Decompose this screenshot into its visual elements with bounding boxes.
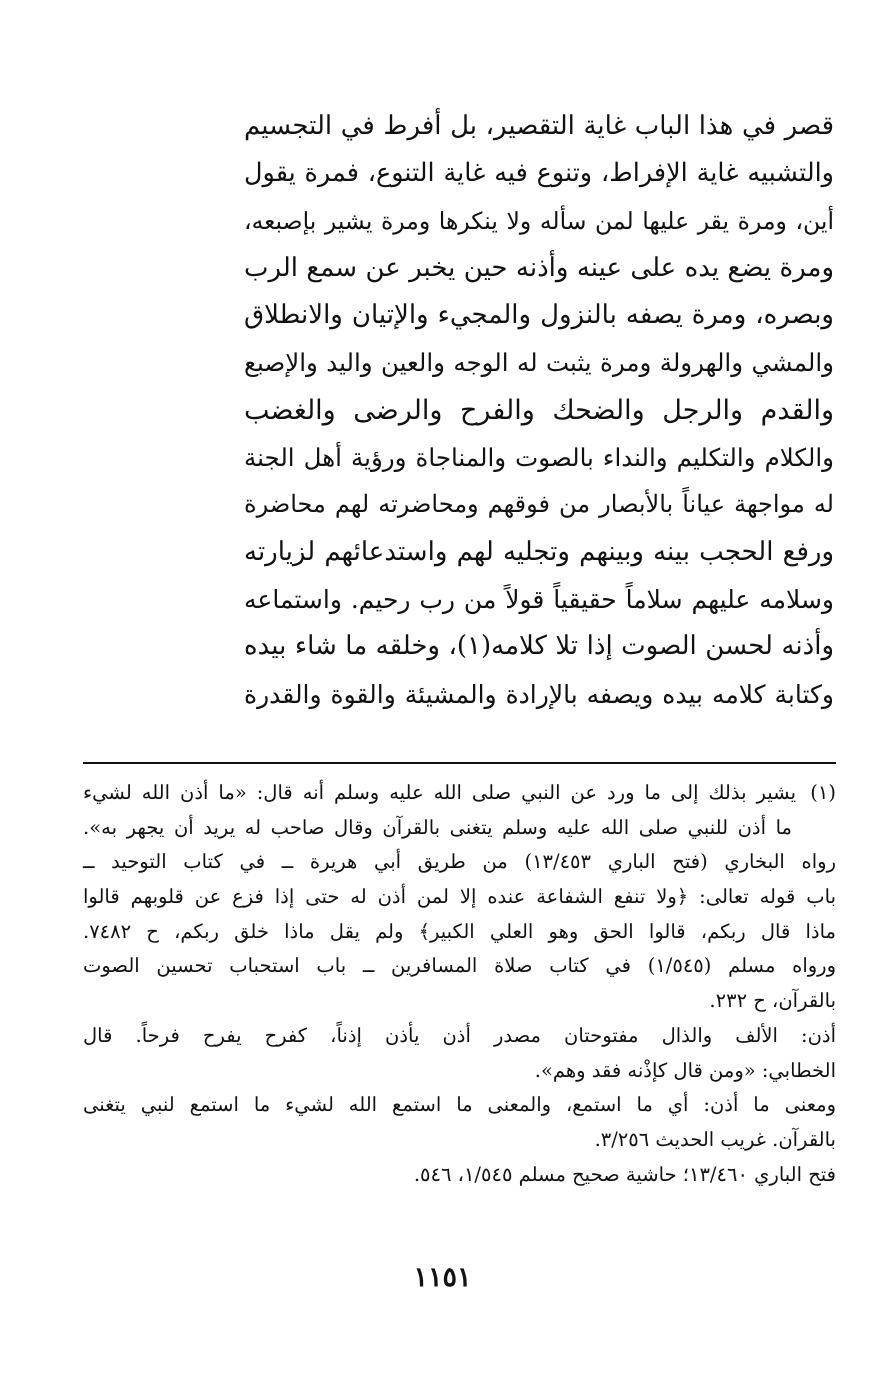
body-line: ورفع الحجب بينه وبينهم وتجليه لهم واستدعائهم لزيارته [244, 536, 834, 567]
body-line: وبصره، ومرة يصفه بالنزول والمجيء والإتيان والانطلاق [244, 300, 834, 331]
footnote-line: ورواه مسلم (١/٥٤٥) في كتاب صلاة المسافرين ــ باب استحباب تحسين الصوت [83, 954, 836, 978]
body-line: والكلام والتكليم والنداء بالصوت والمناجاة ورؤية أهل الجنة [244, 443, 834, 473]
body-line: وكتابة كلامه بيده ويصفه بالإرادة والمشيئة والقوة والقدرة [244, 679, 834, 709]
footnote-line: أذن: الألف والذال مفتوحتان مصدر أذن يأذن إذناً، كفرح يفرح فرحاً. قال [83, 1023, 836, 1047]
footnote-line: ماذا قال ربكم، قالوا الحق وهو العلي الكبير﴾ ولم يقل ماذا خلق ربكم، ح ٧٤٨٢. [83, 919, 836, 943]
footnotes [83, 776, 836, 1192]
footnote-line: رواه البخاري (فتح الباري ١٣/٤٥٣) من طريق أبي هريرة ــ في كتاب التوحيد ــ [83, 850, 836, 874]
footnote-line [83, 776, 836, 811]
footnote-line: ما أذن للنبي صلى الله عليه وسلم يتغنى بالقرآن وقال صاحب له يريد أن يجهر به». [83, 815, 792, 839]
body-line: وسلامه عليهم سلاماً حقيقياً قولاً من رب رحيم. واستماعه [244, 584, 834, 614]
body-line: والقدم والرجل والضحك والفرح والرضى والغضب [244, 394, 834, 426]
footnote-line: الخطابي: «ومن قال كإذْنه فقد وهم». [534, 1058, 836, 1082]
main-body-text [244, 103, 834, 718]
body-line: والمشي والهرولة ومرة يثبت له الوجه والعين واليد والإصبع [244, 348, 834, 378]
footnote-marker: (١) [810, 781, 836, 804]
body-line: ومرة يضع يده على عينه وأذنه حين يخبر عن سمع الرب [244, 252, 834, 283]
footnote-line: فتح الباري ١٣/٤٦٠؛ حاشية صحيح مسلم ١/٥٤٥، ٥٤٦. [413, 1162, 836, 1186]
footnote-separator [83, 762, 836, 764]
footnote-line: ومعنى ما أذن: أي ما استمع، والمعنى ما استمع الله لشيء ما استمع لنبي يتغنى [83, 1093, 836, 1117]
body-line: والتشبيه غاية الإفراط، وتنوع فيه غاية التنوع، فمرة يقول [244, 158, 834, 189]
footnote-line: باب قوله تعالى: ﴿ولا تنفع الشفاعة عنده إلا لمن أذن له حتى إذا فزع عن قلوبهم قالوا [83, 885, 836, 909]
footnote-line: بالقرآن. غريب الحديث ٣/٢٥٦. [594, 1127, 836, 1151]
page-number: ١١٥١ [413, 1262, 472, 1293]
body-line: قصر في هذا الباب غاية التقصير، بل أفرط في التجسيم [244, 111, 834, 141]
body-line: أين، ومرة يقر عليها لمن سأله ولا ينكرها ومرة يشير بإصبعه، [244, 206, 834, 235]
footnote-text: يشير بذلك إلى ما ورد عن النبي صلى الله عليه وسلم أنه قال: «ما أذن الله لشيء [83, 781, 796, 804]
footnote-line: بالقرآن، ح ٢٣٢. [709, 989, 836, 1013]
body-line: له مواجهة عياناً بالأبصار من فوقهم ومحاضرته لهم محاضرة [244, 490, 834, 519]
body-line: وأذنه لحسن الصوت إذا تلا كلامه(١)، وخلقه ما شاء بيده [244, 631, 834, 662]
